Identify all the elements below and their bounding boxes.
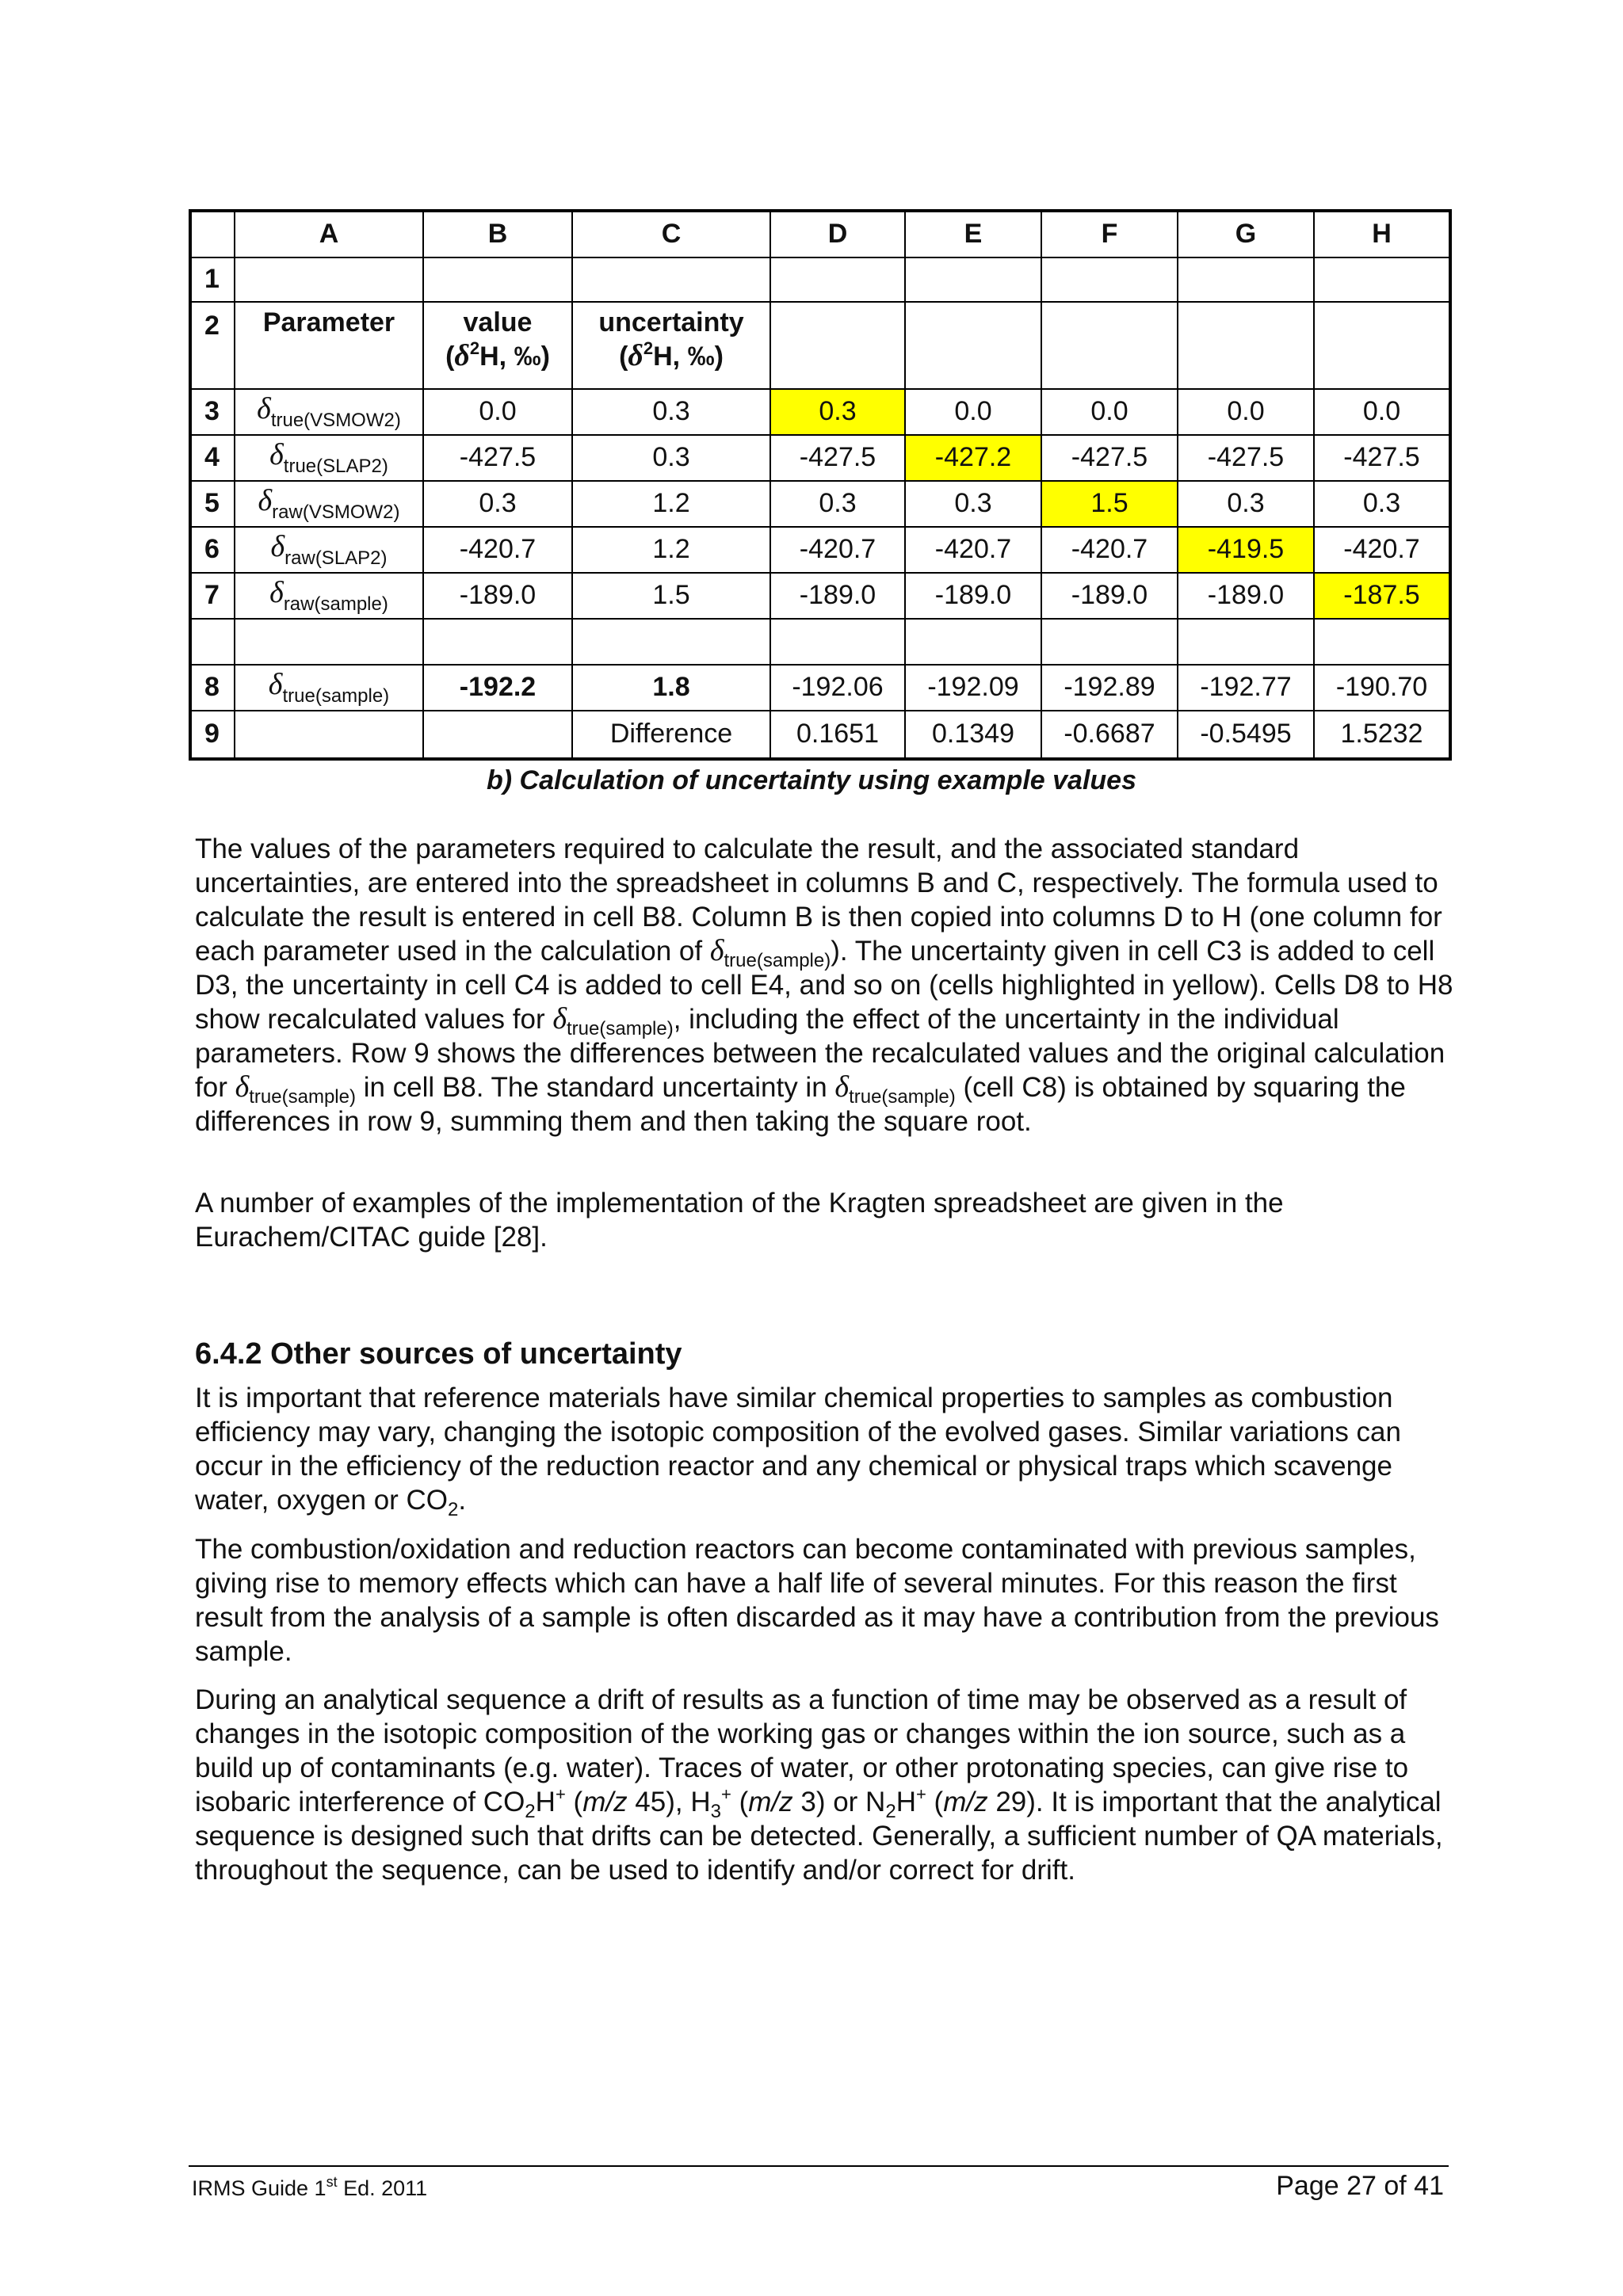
table-row-3: [190, 389, 1450, 435]
recalculated-cell: -192.89: [1041, 665, 1178, 711]
uncertainty-cell: 1.2: [572, 481, 770, 527]
delta-symbol: δ: [258, 484, 273, 518]
parameter-subscript: raw(sample): [283, 593, 388, 616]
paragraph-kragten-method: [195, 832, 1463, 1138]
superscript: +: [555, 1784, 566, 1804]
footer-text: IRMS Guide 1: [192, 2176, 327, 2200]
data-cell: 0.3: [1314, 481, 1450, 527]
data-cell: -420.7: [905, 527, 1041, 573]
row-number: 3: [190, 389, 235, 435]
superscript: +: [720, 1784, 731, 1804]
subscript: true(sample): [849, 1086, 956, 1108]
empty-cell: [1314, 257, 1450, 302]
parameter-subscript: raw(VSMOW2): [272, 502, 400, 524]
parameter-subscript: true(SLAP2): [283, 456, 388, 478]
table-row-6: [190, 527, 1450, 573]
parameter-label: [235, 665, 423, 711]
empty-cell: [1178, 257, 1314, 302]
footer-document-title: [192, 2174, 427, 2201]
footer-text: Ed. 2011: [337, 2176, 428, 2200]
empty-cell: [1041, 257, 1178, 302]
table-row-8: [190, 665, 1450, 711]
text: H: [535, 1787, 556, 1817]
mz-italic: m/z: [582, 1787, 628, 1817]
data-cell: -420.7: [1314, 527, 1450, 573]
value-header: [423, 302, 572, 389]
uncertainty-header-line2: [573, 338, 769, 374]
parameter-header: Parameter: [235, 302, 423, 389]
data-cell: -189.0: [1041, 573, 1178, 619]
text: The values of the parameters required to calculate the result, and the associated standard uncertainties, are entered into the spreadsheet in columns B and C, respectively. The formula used to calculate the result is entered in cell B8. Column B is then copied into columns D to H (one column for each parameter used in the calculation of: [195, 833, 1442, 967]
empty-cell: [235, 711, 423, 759]
delta-symbol: δ: [269, 576, 284, 610]
highlighted-cell: -427.2: [905, 435, 1041, 481]
column-header-g: G: [1178, 211, 1314, 257]
footer-divider: [189, 2165, 1449, 2167]
column-header-a: A: [235, 211, 423, 257]
parameter-label: [235, 389, 423, 435]
empty-cell: [1041, 619, 1178, 665]
row-number: 8: [190, 665, 235, 711]
parameter-label: [235, 435, 423, 481]
delta-symbol: δ: [269, 438, 284, 472]
text: It is important that reference materials have similar chemical properties to samples as combustion efficiency may vary, changing the isotopic composition of the evolved gases. Similar variations can occur in the efficiency of the reduction reactor and any chemical or physical traps which scavenge water, oxygen or CO: [195, 1383, 1401, 1516]
difference-cell: 1.5232: [1314, 711, 1450, 759]
parameter-subscript: true(sample): [282, 685, 390, 707]
empty-cell: [770, 619, 905, 665]
superscript: 2: [469, 338, 480, 359]
text: 45), H: [627, 1787, 711, 1817]
data-cell: 0.3: [1178, 481, 1314, 527]
data-cell: -420.7: [770, 527, 905, 573]
data-cell: -427.5: [1178, 435, 1314, 481]
parameter-subscript: raw(SLAP2): [285, 547, 388, 570]
row-number: 9: [190, 711, 235, 759]
text: ). The uncertainty given in cell C3 is added to cell D3, the uncertainty in cell C4 is added to cell E4, and so on (cells highlighted in yellow). Cells D8 to H8 show recalculated values for: [195, 936, 1453, 1035]
unit-text: H, ‰): [653, 341, 724, 372]
data-cell: -420.7: [1041, 527, 1178, 573]
empty-cell: [770, 257, 905, 302]
value-cell: -427.5: [423, 435, 572, 481]
text: (: [731, 1787, 749, 1817]
delta-symbol: δ: [552, 1002, 567, 1035]
value-header-line2: [424, 338, 571, 374]
paragraph-examples: A number of examples of the implementation of the Kragten spreadsheet are given in the Eurachem/CITAC guide [28].: [195, 1188, 1284, 1253]
uncertainty-cell: 0.3: [572, 435, 770, 481]
data-cell: -427.5: [1314, 435, 1450, 481]
data-cell: -189.0: [1178, 573, 1314, 619]
parameter-label: [235, 481, 423, 527]
subscript: 3: [710, 1801, 721, 1822]
uncertainty-header-line1: uncertainty: [598, 307, 744, 338]
table-row-1: [190, 257, 1450, 302]
uncertainty-header: [572, 302, 770, 389]
subscript: 2: [448, 1499, 459, 1520]
delta-symbol: δ: [834, 1070, 850, 1104]
delta-symbol: δ: [628, 339, 643, 373]
data-cell: -427.5: [1041, 435, 1178, 481]
value-header-line1: value: [463, 307, 533, 338]
highlighted-cell: -187.5: [1314, 573, 1450, 619]
parameter-label: [235, 527, 423, 573]
text: .: [458, 1485, 467, 1516]
text: H: [896, 1787, 916, 1817]
superscript: 2: [643, 338, 654, 359]
text: 3) or N: [792, 1787, 886, 1817]
empty-cell: [423, 619, 572, 665]
value-cell: -189.0: [423, 573, 572, 619]
column-header-c: C: [572, 211, 770, 257]
empty-cell: [905, 619, 1041, 665]
text: During an analytical sequence a drift of results as a function of time may be observed as a result of changes in the isotopic composition of the working gas or changes within the ion source, such as a build up of contaminants (e.g. water). Traces of water, or other protonating species, can give rise to isobaric interference of CO: [195, 1684, 1409, 1817]
recalculated-cell: -192.09: [905, 665, 1041, 711]
value-cell: 0.0: [423, 389, 572, 435]
table-row-9: [190, 711, 1450, 759]
data-cell: 0.0: [1178, 389, 1314, 435]
paren-open: (: [445, 341, 455, 372]
parameter-subscript: true(VSMOW2): [270, 410, 401, 432]
difference-cell: 0.1349: [905, 711, 1041, 759]
empty-cell: [235, 619, 423, 665]
empty-cell: [190, 619, 235, 665]
superscript: st: [326, 2174, 338, 2190]
data-cell: -189.0: [770, 573, 905, 619]
row-number: 6: [190, 527, 235, 573]
empty-cell: [572, 619, 770, 665]
table-caption: b) Calculation of uncertainty using example values: [487, 765, 1136, 795]
delta-symbol: δ: [257, 392, 271, 426]
row-number: 1: [190, 257, 235, 302]
delta-symbol: δ: [235, 1070, 250, 1104]
subscript: 2: [525, 1801, 536, 1822]
uncertainty-cell: 1.5: [572, 573, 770, 619]
section-title: Other sources of uncertainty: [270, 1337, 682, 1371]
page-number: Page 27 of 41: [1276, 2171, 1444, 2201]
paren-open: (: [619, 341, 628, 372]
delta-symbol: δ: [268, 668, 283, 702]
empty-cell: [770, 302, 905, 389]
empty-cell: [1041, 302, 1178, 389]
delta-symbol: δ: [270, 530, 285, 564]
table-row-7: [190, 573, 1450, 619]
difference-cell: 0.1651: [770, 711, 905, 759]
result-uncertainty-cell: 1.8: [572, 665, 770, 711]
subscript: true(sample): [724, 950, 831, 971]
paragraph-reference-materials: [195, 1381, 1463, 1520]
highlighted-cell: 0.3: [770, 389, 905, 435]
unit-text: H, ‰): [479, 341, 550, 372]
difference-cell: -0.6687: [1041, 711, 1178, 759]
empty-cell: [905, 257, 1041, 302]
data-cell: 0.0: [905, 389, 1041, 435]
delta-symbol: δ: [454, 339, 470, 373]
text: (: [926, 1787, 944, 1817]
recalculated-cell: -192.77: [1178, 665, 1314, 711]
uncertainty-cell: 1.2: [572, 527, 770, 573]
column-header-d: D: [770, 211, 905, 257]
subscript: true(sample): [567, 1018, 674, 1039]
superscript: +: [915, 1784, 926, 1804]
difference-cell: -0.5495: [1178, 711, 1314, 759]
column-header-f: F: [1041, 211, 1178, 257]
data-cell: 0.3: [770, 481, 905, 527]
empty-cell: [423, 711, 572, 759]
text: 29). It is important that the analytical sequence is designed such that drifts can be detected. Generally, a sufficient number of QA materials, throughout the sequence, can be used to identify and/or correct for drift.: [195, 1787, 1443, 1886]
text: (: [565, 1787, 583, 1817]
text: , including the effect of the uncertainty in the individual parameters. Row 9 shows the differences between the recalculated values and the original calculation for: [195, 1004, 1445, 1103]
empty-cell: [1178, 302, 1314, 389]
row-number: 2: [190, 302, 235, 389]
column-header-b: B: [423, 211, 572, 257]
empty-cell: [1314, 302, 1450, 389]
subscript: 2: [885, 1801, 896, 1822]
table-row-5: [190, 481, 1450, 527]
kragten-spreadsheet-table: [189, 209, 1452, 761]
parameter-label: [235, 573, 423, 619]
empty-cell: [1314, 619, 1450, 665]
empty-cell: [423, 257, 572, 302]
recalculated-cell: -192.06: [770, 665, 905, 711]
empty-cell: [235, 257, 423, 302]
row-number: 7: [190, 573, 235, 619]
text: (cell C8) is obtained by squaring the differences in row 9, summing them and then taking the square root.: [195, 1072, 1406, 1137]
difference-label: Difference: [572, 711, 770, 759]
empty-cell: [572, 257, 770, 302]
data-cell: -427.5: [770, 435, 905, 481]
mz-italic: m/z: [943, 1787, 988, 1817]
data-cell: -189.0: [905, 573, 1041, 619]
result-value-cell: -192.2: [423, 665, 572, 711]
section-heading: [195, 1337, 682, 1371]
table-row-2: [190, 302, 1450, 389]
empty-cell: [905, 302, 1041, 389]
recalculated-cell: -190.70: [1314, 665, 1450, 711]
data-cell: 0.0: [1314, 389, 1450, 435]
mz-italic: m/z: [748, 1787, 793, 1817]
paragraph-drift: [195, 1683, 1463, 1887]
highlighted-cell: 1.5: [1041, 481, 1178, 527]
data-cell: 0.0: [1041, 389, 1178, 435]
column-header-row: [190, 211, 1450, 257]
section-number: 6.4.2: [195, 1337, 262, 1371]
value-cell: 0.3: [423, 481, 572, 527]
subscript: true(sample): [249, 1086, 356, 1108]
table-spacer-row: [190, 619, 1450, 665]
text: in cell B8. The standard uncertainty in: [355, 1072, 835, 1103]
data-cell: 0.3: [905, 481, 1041, 527]
highlighted-cell: -419.5: [1178, 527, 1314, 573]
column-header-e: E: [905, 211, 1041, 257]
corner-cell: [190, 211, 235, 257]
delta-symbol: δ: [709, 934, 724, 967]
paragraph-contamination: The combustion/oxidation and reduction reactors can become contaminated with previous samples, giving rise to memory effects which can have a half life of several minutes. For this reason the first result from the analysis of a sample is often discarded as it may have a contribution from the previous sample.: [195, 1534, 1439, 1667]
empty-cell: [1178, 619, 1314, 665]
column-header-h: H: [1314, 211, 1450, 257]
row-number: 4: [190, 435, 235, 481]
uncertainty-cell: 0.3: [572, 389, 770, 435]
row-number: 5: [190, 481, 235, 527]
value-cell: -420.7: [423, 527, 572, 573]
table-row-4: [190, 435, 1450, 481]
